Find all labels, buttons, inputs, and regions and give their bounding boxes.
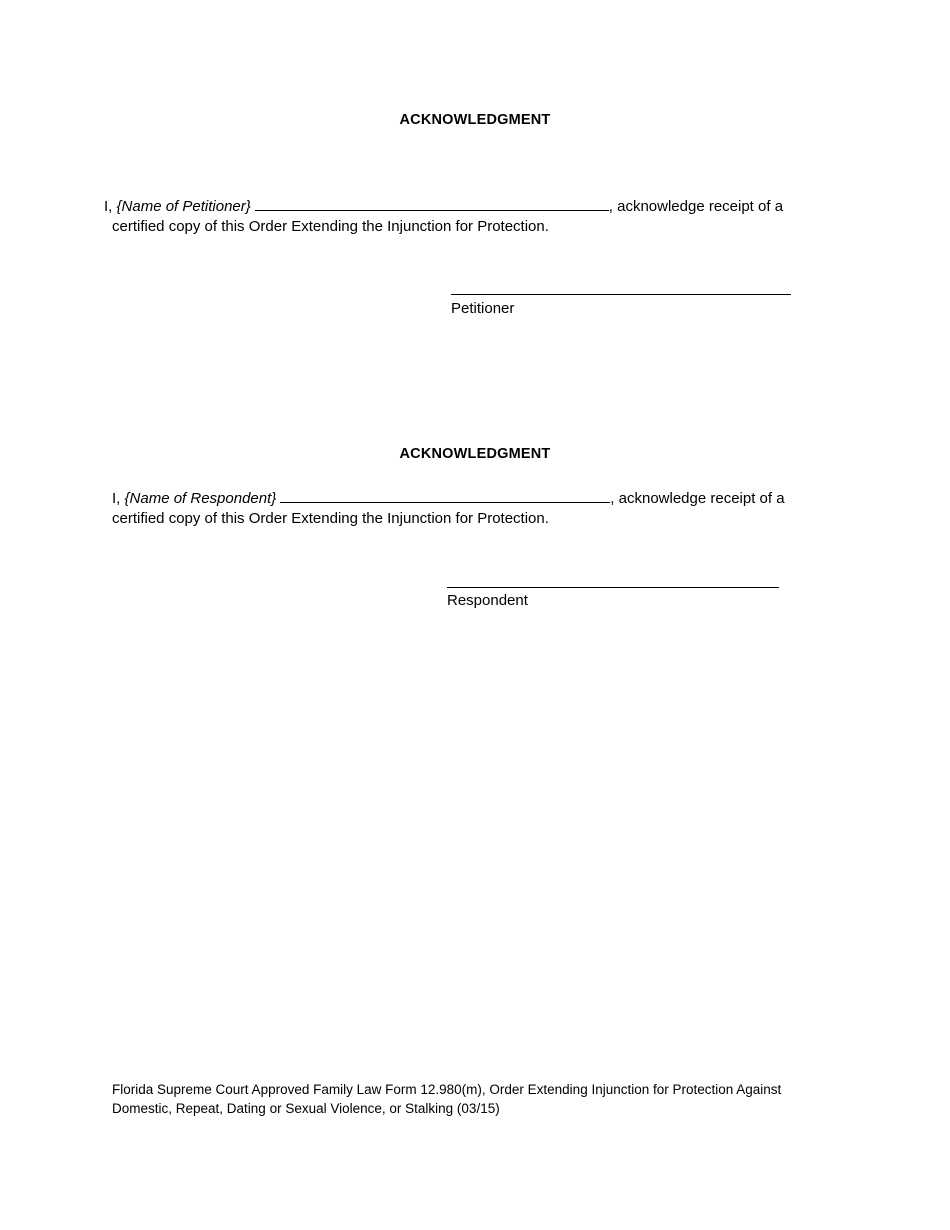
respondent-suffix: , acknowledge receipt of a [610,490,785,507]
petitioner-name-blank[interactable] [255,196,609,211]
petitioner-acknowledgment-heading: ACKNOWLEDGMENT [399,112,551,128]
respondent-statement-line-1 [112,488,785,509]
petitioner-name-placeholder: {Name of Petitioner} [116,198,251,215]
respondent-name-placeholder: {Name of Respondent} [124,490,277,507]
respondent-acknowledgment-statement [112,488,785,529]
petitioner-signature-label: Petitioner [451,300,515,317]
form-footer [112,1080,832,1118]
petitioner-suffix: , acknowledge receipt of a [608,198,784,215]
respondent-acknowledgment-heading: ACKNOWLEDGMENT [399,446,551,462]
footer-line-1: Florida Supreme Court Approved Family Law Form 12.980(m), Order Extending Injunction for Protection Against [112,1082,782,1097]
petitioner-acknowledgment-statement [104,196,783,237]
petitioner-signature-line[interactable] [451,294,791,295]
respondent-signature-line[interactable] [447,587,779,588]
respondent-statement-line-2: certified copy of this Order Extending the Injunction for Protection. [112,510,549,527]
respondent-signature-label: Respondent [447,592,528,609]
petitioner-statement-line-1 [104,196,783,217]
respondent-prefix: I, [112,490,125,507]
petitioner-prefix: I, [104,198,117,215]
footer-line-2: Domestic, Repeat, Dating or Sexual Violence, or Stalking (03/15) [112,1101,500,1116]
petitioner-statement-line-2: certified copy of this Order Extending the Injunction for Protection. [112,218,549,235]
respondent-name-blank[interactable] [280,488,610,503]
